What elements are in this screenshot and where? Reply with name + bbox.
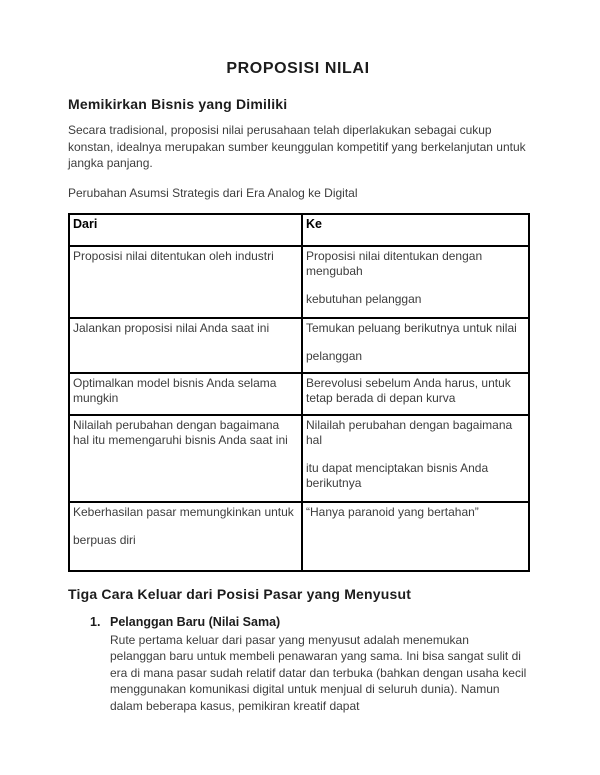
cell-paragraph: Nilailah perubahan dengan bagaimana hal bbox=[306, 418, 513, 447]
cell-paragraph: Berevolusi sebelum Anda harus, untuk tetap berada di depan kurva bbox=[306, 376, 511, 405]
section-heading-memikirkan: Memikirkan Bisnis yang Dimiliki bbox=[68, 96, 288, 112]
cell-paragraph: Proposisi nilai ditentukan dengan mengubah bbox=[306, 249, 483, 278]
numbered-list bbox=[68, 614, 528, 714]
table-cell-ke bbox=[302, 246, 529, 318]
table-cell-dari bbox=[69, 318, 302, 373]
cell-paragraph: Nilailah perubahan dengan bagaimana hal itu memengaruhi bisnis Anda saat ini bbox=[73, 418, 288, 447]
cell-paragraph: itu dapat menciptakan bisnis Anda berikutnya bbox=[306, 461, 489, 490]
table-header-ke: Ke bbox=[302, 214, 529, 246]
cell-paragraph: “Hanya paranoid yang bertahan” bbox=[306, 505, 479, 519]
table-cell-ke bbox=[302, 373, 529, 415]
cell-paragraph: Keberhasilan pasar memungkinkan untuk bbox=[73, 505, 294, 519]
table-row bbox=[69, 373, 529, 415]
table-header-row bbox=[69, 214, 529, 246]
table-cell-ke bbox=[302, 318, 529, 373]
list-item bbox=[90, 614, 528, 714]
table-cell-dari bbox=[69, 502, 302, 571]
table-row bbox=[69, 415, 529, 502]
table-cell-dari bbox=[69, 415, 302, 502]
list-item-body: Rute pertama keluar dari pasar yang menyusut adalah menemukan pelanggan baru untuk membeli penawaran yang sama. Ini bisa sangat sulit di era di mana pasar sudah relatif datar dan terbuka (bahkan dengan usaha kecil menggunakan komunikasi digital untuk menjual di seluruh dunia). Namun dalam beberapa kasus, pemikiran kreatif dapat bbox=[110, 632, 527, 713]
section-heading-tiga-cara: Tiga Cara Keluar dari Posisi Pasar yang Menyusut bbox=[68, 586, 412, 602]
table-row bbox=[69, 502, 529, 571]
analog-digital-table bbox=[68, 213, 530, 572]
cell-paragraph: Proposisi nilai ditentukan oleh industri bbox=[73, 249, 274, 263]
list-item-content bbox=[110, 614, 528, 714]
list-item-title: Pelanggan Baru (Nilai Sama) bbox=[110, 615, 281, 629]
page-title: PROPOSISI NILAI bbox=[226, 60, 370, 77]
intro-paragraph: Secara tradisional, proposisi nilai perusahaan telah diperlakukan sebagai cukup konstan, idealnya merupakan sumber keunggulan kompetitif yang berkelanjutan untuk jangka panjang. bbox=[68, 123, 526, 170]
table-header-dari: Dari bbox=[69, 214, 302, 246]
table-intro-text: Perubahan Asumsi Strategis dari Era Analog ke Digital bbox=[68, 185, 358, 200]
cell-paragraph: pelanggan bbox=[306, 349, 363, 363]
table-row bbox=[69, 318, 529, 373]
table-cell-dari bbox=[69, 246, 302, 318]
table-cell-ke bbox=[302, 415, 529, 502]
cell-paragraph: kebutuhan pelanggan bbox=[306, 292, 422, 306]
list-item-number: 1. bbox=[90, 615, 101, 629]
cell-paragraph: berpuas diri bbox=[73, 533, 136, 547]
table-cell-ke bbox=[302, 502, 529, 571]
table-cell-dari bbox=[69, 373, 302, 415]
table-row bbox=[69, 246, 529, 318]
cell-paragraph: Jalankan proposisi nilai Anda saat ini bbox=[73, 321, 270, 335]
cell-paragraph: Optimalkan model bisnis Anda selama mungkin bbox=[73, 376, 277, 405]
cell-paragraph: Temukan peluang berikutnya untuk nilai bbox=[306, 321, 517, 335]
